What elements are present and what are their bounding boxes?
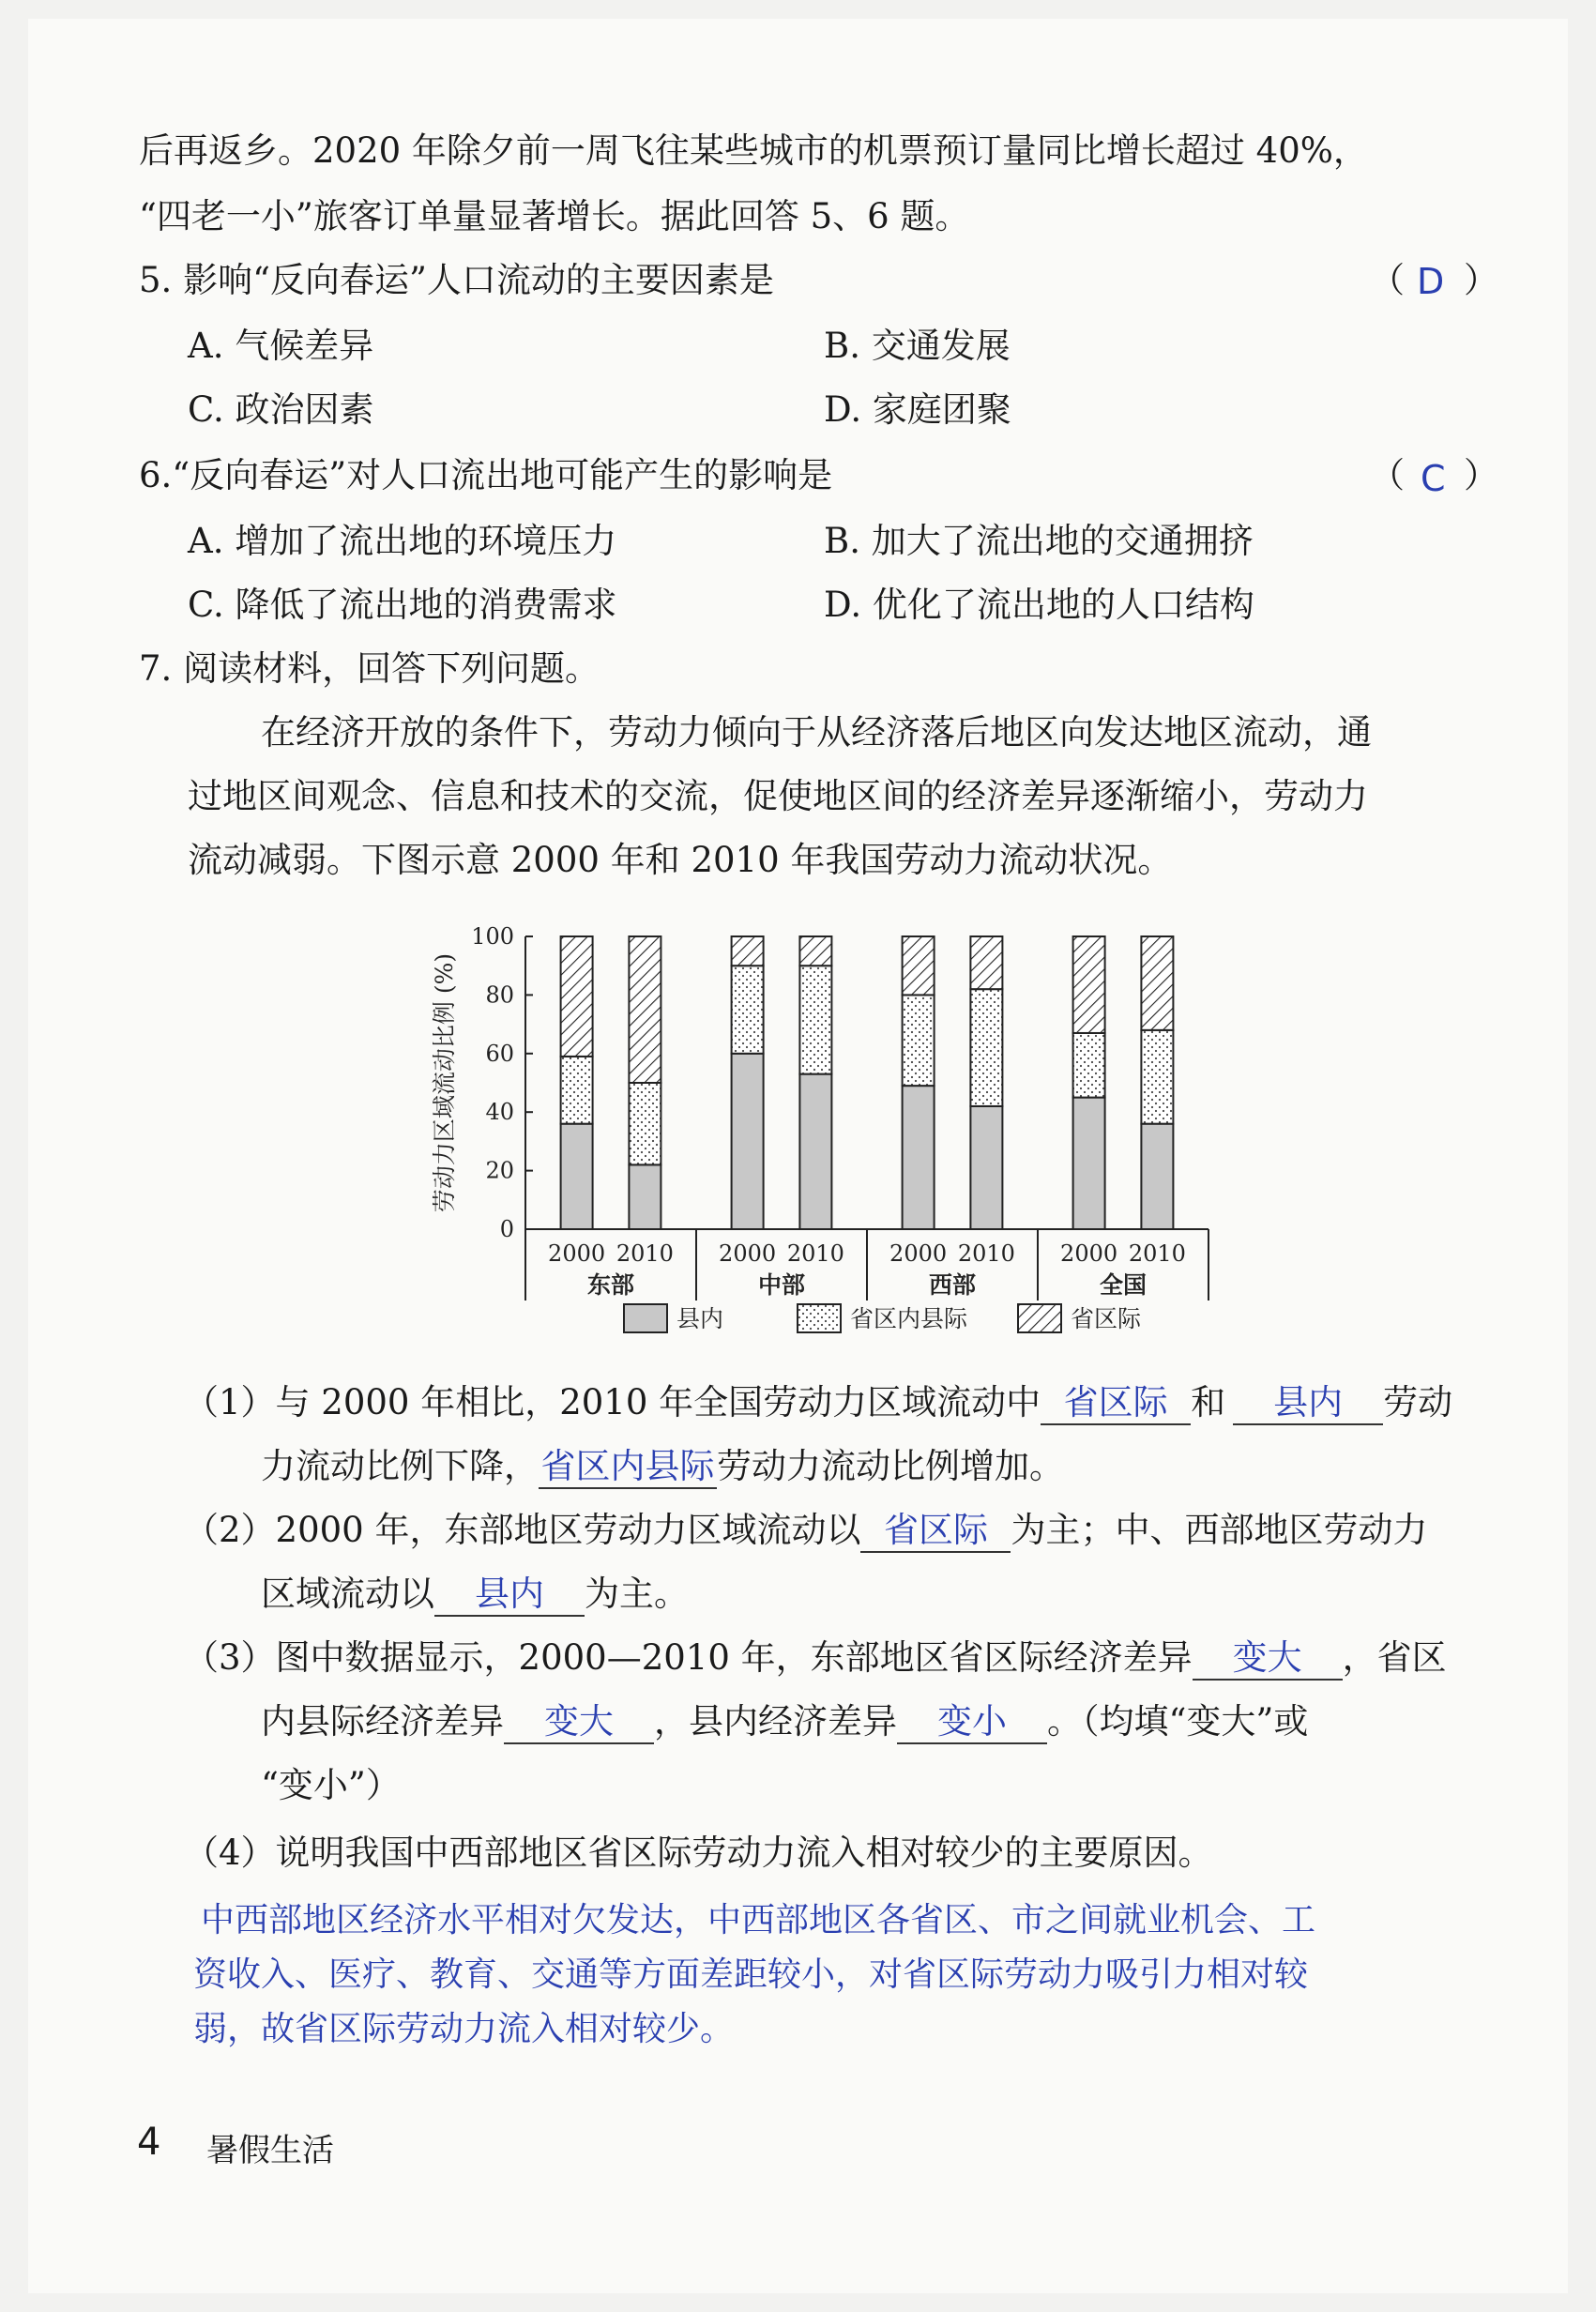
sub1-blank-3[interactable]: 省区内县际 (539, 1446, 717, 1489)
q5-paren-close: ） (1464, 260, 1498, 300)
sub1-text-4: 力流动比例下降， (261, 1446, 539, 1486)
bar-省区内县际-全国 2010 (1141, 1030, 1173, 1124)
legend-swatch-省区际 (1018, 1304, 1061, 1332)
sub3-blank-3[interactable]: 变小 (897, 1701, 1047, 1744)
sub2-text-3: 区域流动以 (261, 1574, 434, 1614)
q6-paren-open: （ (1370, 455, 1405, 495)
sub2-text-2: 为主；中、西部地区劳动力 (1011, 1510, 1428, 1550)
footer-title: 暑假生活 (206, 2132, 334, 2169)
sub3-blank-2[interactable]: 变大 (504, 1701, 654, 1744)
legend-label: 省区内县际 (850, 1305, 968, 1332)
q5-option-d: D. 家庭团聚 (824, 389, 1011, 430)
labor-flow-chart (422, 910, 1267, 1361)
q7-para-2: 过地区间观念、信息和技术的交流，促使地区间的经济差异逐渐缩小，劳动力 (188, 776, 1368, 816)
sub2-line-2 (261, 1571, 689, 1618)
sub2-blank-2[interactable]: 县内 (434, 1574, 585, 1617)
sub3-label: （3） (184, 1637, 276, 1678)
q5-paren-open: （ (1370, 260, 1405, 300)
x-region-label: 全国 (1099, 1271, 1148, 1299)
q7-stem: 7. 阅读材料，回答下列问题。 (139, 648, 600, 689)
legend-label: 县内 (676, 1305, 724, 1332)
sub3-text-2: ，省区 (1342, 1637, 1447, 1678)
sub3-text-5: 。（均填“变大”或 (1047, 1701, 1309, 1742)
legend-swatch-省区内县际 (798, 1304, 841, 1332)
bar-县内-西部 2010 (970, 1106, 1002, 1229)
x-region-label: 东部 (586, 1271, 635, 1299)
bar-县内-东部 2000 (561, 1124, 593, 1229)
bar-省区际-西部 2000 (903, 936, 935, 995)
y-tick-label: 80 (485, 981, 514, 1009)
y-tick-label: 20 (485, 1157, 514, 1184)
bar-省区内县际-中部 2010 (799, 966, 831, 1073)
bar-省区内县际-中部 2000 (732, 966, 764, 1054)
sub2-line-1 (184, 1507, 1427, 1554)
bar-县内-全国 2000 (1073, 1098, 1105, 1229)
x-year-label: 2010 (786, 1240, 844, 1267)
bar-省区际-东部 2010 (629, 936, 661, 1083)
q5-answer: D (1417, 261, 1445, 302)
bar-省区际-西部 2010 (970, 936, 1002, 989)
bar-县内-东部 2010 (629, 1164, 661, 1229)
sub4-line-1 (184, 1830, 1213, 1877)
bar-省区际-全国 2010 (1141, 936, 1173, 1030)
sub1-line-2 (261, 1443, 1064, 1490)
x-year-label: 2000 (719, 1240, 777, 1267)
y-tick-label: 0 (499, 1216, 514, 1242)
sub1-text-1: 与 2000 年相比，2010 年全国劳动力区域流动中 (275, 1382, 1041, 1422)
legend-swatch-县内 (624, 1304, 667, 1332)
sub3-line-2 (261, 1698, 1308, 1745)
x-year-label: 2010 (1128, 1240, 1186, 1267)
bar-县内-全国 2010 (1141, 1124, 1173, 1229)
y-tick-label: 40 (485, 1099, 514, 1126)
x-year-label: 2010 (957, 1240, 1015, 1267)
sub4-answer-line-3: 弱，故省区际劳动力流入相对较少。 (193, 2010, 735, 2048)
sub3-text-3: 内县际经济差异 (261, 1701, 504, 1742)
bar-省区内县际-西部 2010 (970, 989, 1002, 1106)
q6-stem: 6.“反向春运”对人口流出地可能产生的影响是 (139, 455, 833, 495)
q6-option-c: C. 降低了流出地的消费需求 (188, 585, 617, 625)
sub1-blank-1[interactable]: 省区际 (1041, 1382, 1191, 1425)
bar-省区际-中部 2000 (732, 936, 764, 966)
q6-option-b: B. 加大了流出地的交通拥挤 (824, 521, 1254, 561)
q5-option-a: A. 气候差异 (188, 326, 374, 366)
bar-省区内县际-东部 2010 (629, 1083, 661, 1164)
bar-省区际-东部 2000 (561, 936, 593, 1057)
sub1-label: （1） (184, 1382, 276, 1422)
sub2-text-1: 2000 年，东部地区劳动力区域流动以 (275, 1510, 861, 1550)
x-region-label: 中部 (757, 1271, 806, 1299)
x-year-label: 2000 (548, 1240, 606, 1267)
x-year-label: 2000 (889, 1240, 948, 1267)
bar-县内-中部 2010 (799, 1074, 831, 1229)
bar-县内-西部 2000 (903, 1086, 935, 1229)
q6-option-d: D. 优化了流出地的人口结构 (824, 585, 1254, 625)
sub1-blank-2[interactable]: 县内 (1233, 1382, 1383, 1425)
bar-省区际-全国 2000 (1073, 936, 1105, 1033)
q6-answer: C (1421, 458, 1446, 499)
bar-省区际-中部 2010 (799, 936, 831, 966)
q5-option-c: C. 政治因素 (188, 389, 374, 430)
x-year-label: 2000 (1060, 1240, 1118, 1267)
sub3-blank-1[interactable]: 变大 (1193, 1637, 1343, 1681)
bar-省区内县际-全国 2000 (1073, 1033, 1105, 1098)
y-tick-label: 60 (485, 1040, 514, 1067)
x-year-label: 2010 (616, 1240, 674, 1267)
sub1-text-5: 劳动力流动比例增加。 (717, 1446, 1064, 1486)
q7-para-1: 在经济开放的条件下，劳动力倾向于从经济落后地区向发达地区流动，通 (261, 712, 1372, 753)
sub1-line-1 (184, 1379, 1452, 1426)
sub4-label: （4） (184, 1833, 276, 1873)
sub2-text-4: 为主。 (585, 1574, 689, 1614)
sub2-blank-1[interactable]: 省区际 (860, 1510, 1011, 1553)
q6-option-a: A. 增加了流出地的环境压力 (188, 521, 617, 561)
bar-省区内县际-东部 2000 (561, 1057, 593, 1124)
intro-line-2: “四老一小”旅客订单量显著增长。据此回答 5、6 题。 (139, 196, 970, 236)
sub3-text-1: 图中数据显示，2000—2010 年，东部地区省区际经济差异 (275, 1637, 1193, 1678)
bar-县内-中部 2000 (732, 1054, 764, 1229)
legend-label: 省区际 (1071, 1305, 1142, 1332)
sub2-label: （2） (184, 1510, 276, 1550)
sub1-text-3: 劳动 (1383, 1382, 1453, 1422)
sub4-text-1: 说明我国中西部地区省区际劳动力流入相对较少的主要原因。 (275, 1833, 1213, 1873)
sub3-line-3: “变小”） (261, 1765, 401, 1805)
page-number: 4 (137, 2121, 161, 2164)
q7-para-3: 流动减弱。下图示意 2000 年和 2010 年我国劳动力流动状况。 (188, 840, 1173, 880)
q5-stem: 5. 影响“反向春运”人口流动的主要因素是 (139, 260, 774, 300)
q6-paren-close: ） (1464, 455, 1498, 495)
intro-line-1: 后再返乡。2020 年除夕前一周飞往某些城市的机票预订量同比增长超过 40%， (139, 130, 1368, 171)
x-region-label: 西部 (928, 1271, 977, 1299)
sub4-answer-line-1: 中西部地区经济水平相对欠发达，中西部地区各省区、市之间就业机会、工 (201, 1901, 1316, 1939)
y-axis-label: 劳动力区域流动比例 (%) (431, 952, 458, 1213)
sub4-answer-line-2: 资收入、医疗、教育、交通等方面差距较小，对省区际劳动力吸引力相对较 (193, 1955, 1309, 1994)
sub3-line-1 (184, 1635, 1447, 1681)
y-tick-label: 100 (471, 923, 514, 950)
sub3-text-4: ，县内经济差异 (654, 1701, 897, 1742)
bar-省区内县际-西部 2000 (903, 995, 935, 1086)
q5-option-b: B. 交通发展 (824, 326, 1011, 366)
sub1-text-2: 和 (1191, 1382, 1226, 1422)
